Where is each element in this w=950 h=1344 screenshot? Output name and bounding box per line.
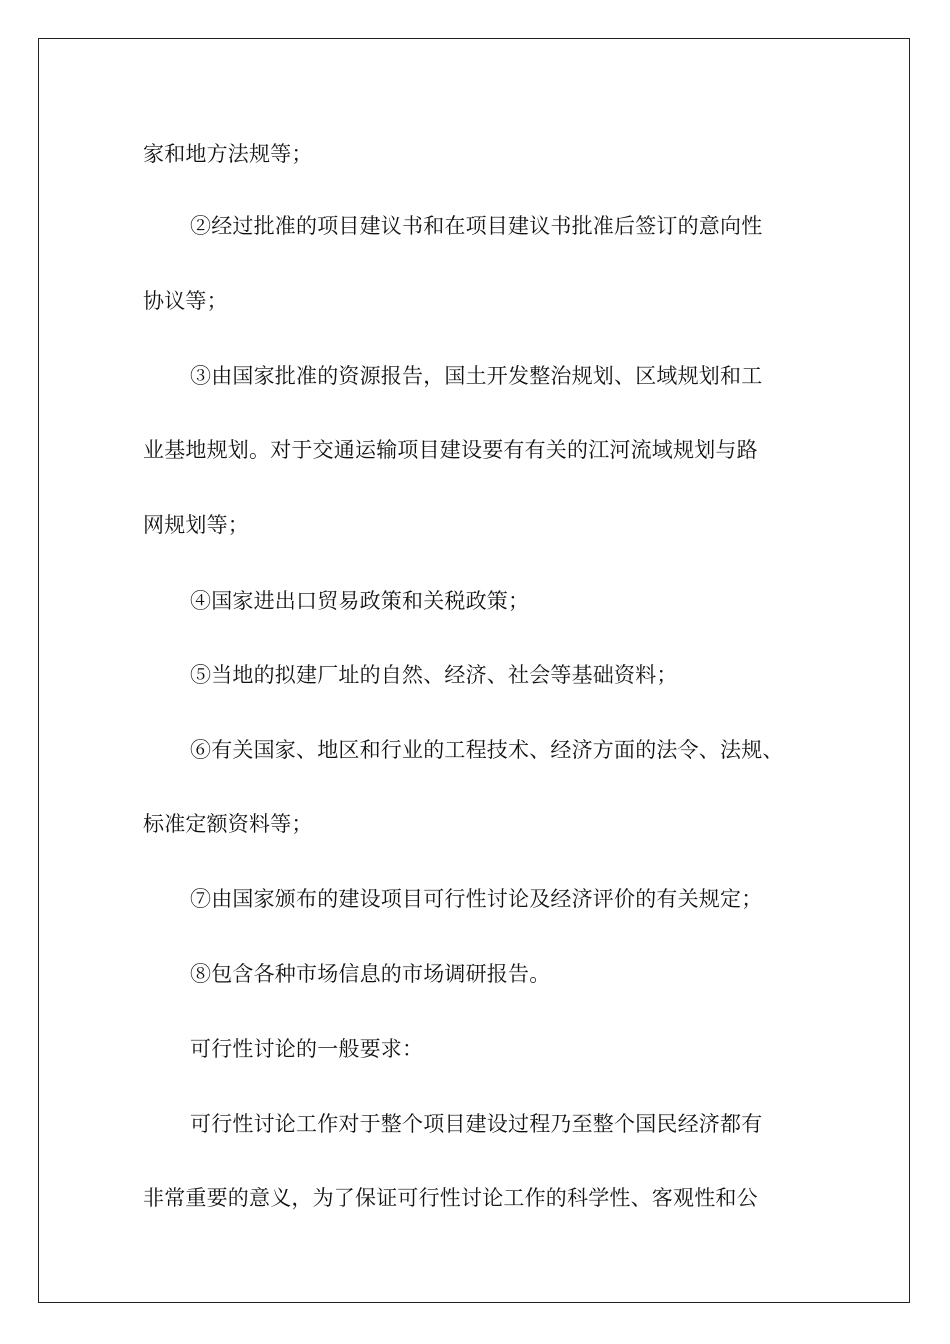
section-heading: 可行性讨论的一般要求： (190, 1037, 424, 1061)
list-item-5: ⑤当地的拟建厂址的自然、经济、社会等基础资料； (190, 663, 678, 687)
text-line: 家和地方法规等； (143, 142, 313, 166)
paragraph-line: 非常重要的意义，为了保证可行性讨论工作的科学性、客观性和公 (143, 1186, 758, 1210)
list-item-4: ④国家进出口贸易政策和关税政策； (190, 589, 530, 613)
list-item-8: ⑧包含各种市场信息的市场调研报告。 (190, 962, 551, 986)
text-line: 协议等； (143, 289, 228, 313)
text-line: 标准定额资料等； (143, 812, 313, 836)
paragraph-line: 可行性讨论工作对于整个项目建设过程乃至整个国民经济都有 (190, 1112, 763, 1136)
list-item-7: ⑦由国家颁布的建设项目可行性讨论及经济评价的有关规定； (190, 887, 763, 911)
list-item-3: ③由国家批准的资源报告，国土开发整治规划、区域规划和工 (190, 364, 763, 388)
list-item-6: ⑥有关国家、地区和行业的工程技术、经济方面的法令、法规、 (190, 738, 784, 762)
list-item-2: ②经过批准的项目建议书和在项目建议书批准后签订的意向性 (190, 214, 763, 238)
text-line: 网规划等； (143, 513, 249, 537)
text-line: 业基地规划。对于交通运输项目建设要有有关的江河流域规划与路 (143, 438, 758, 462)
